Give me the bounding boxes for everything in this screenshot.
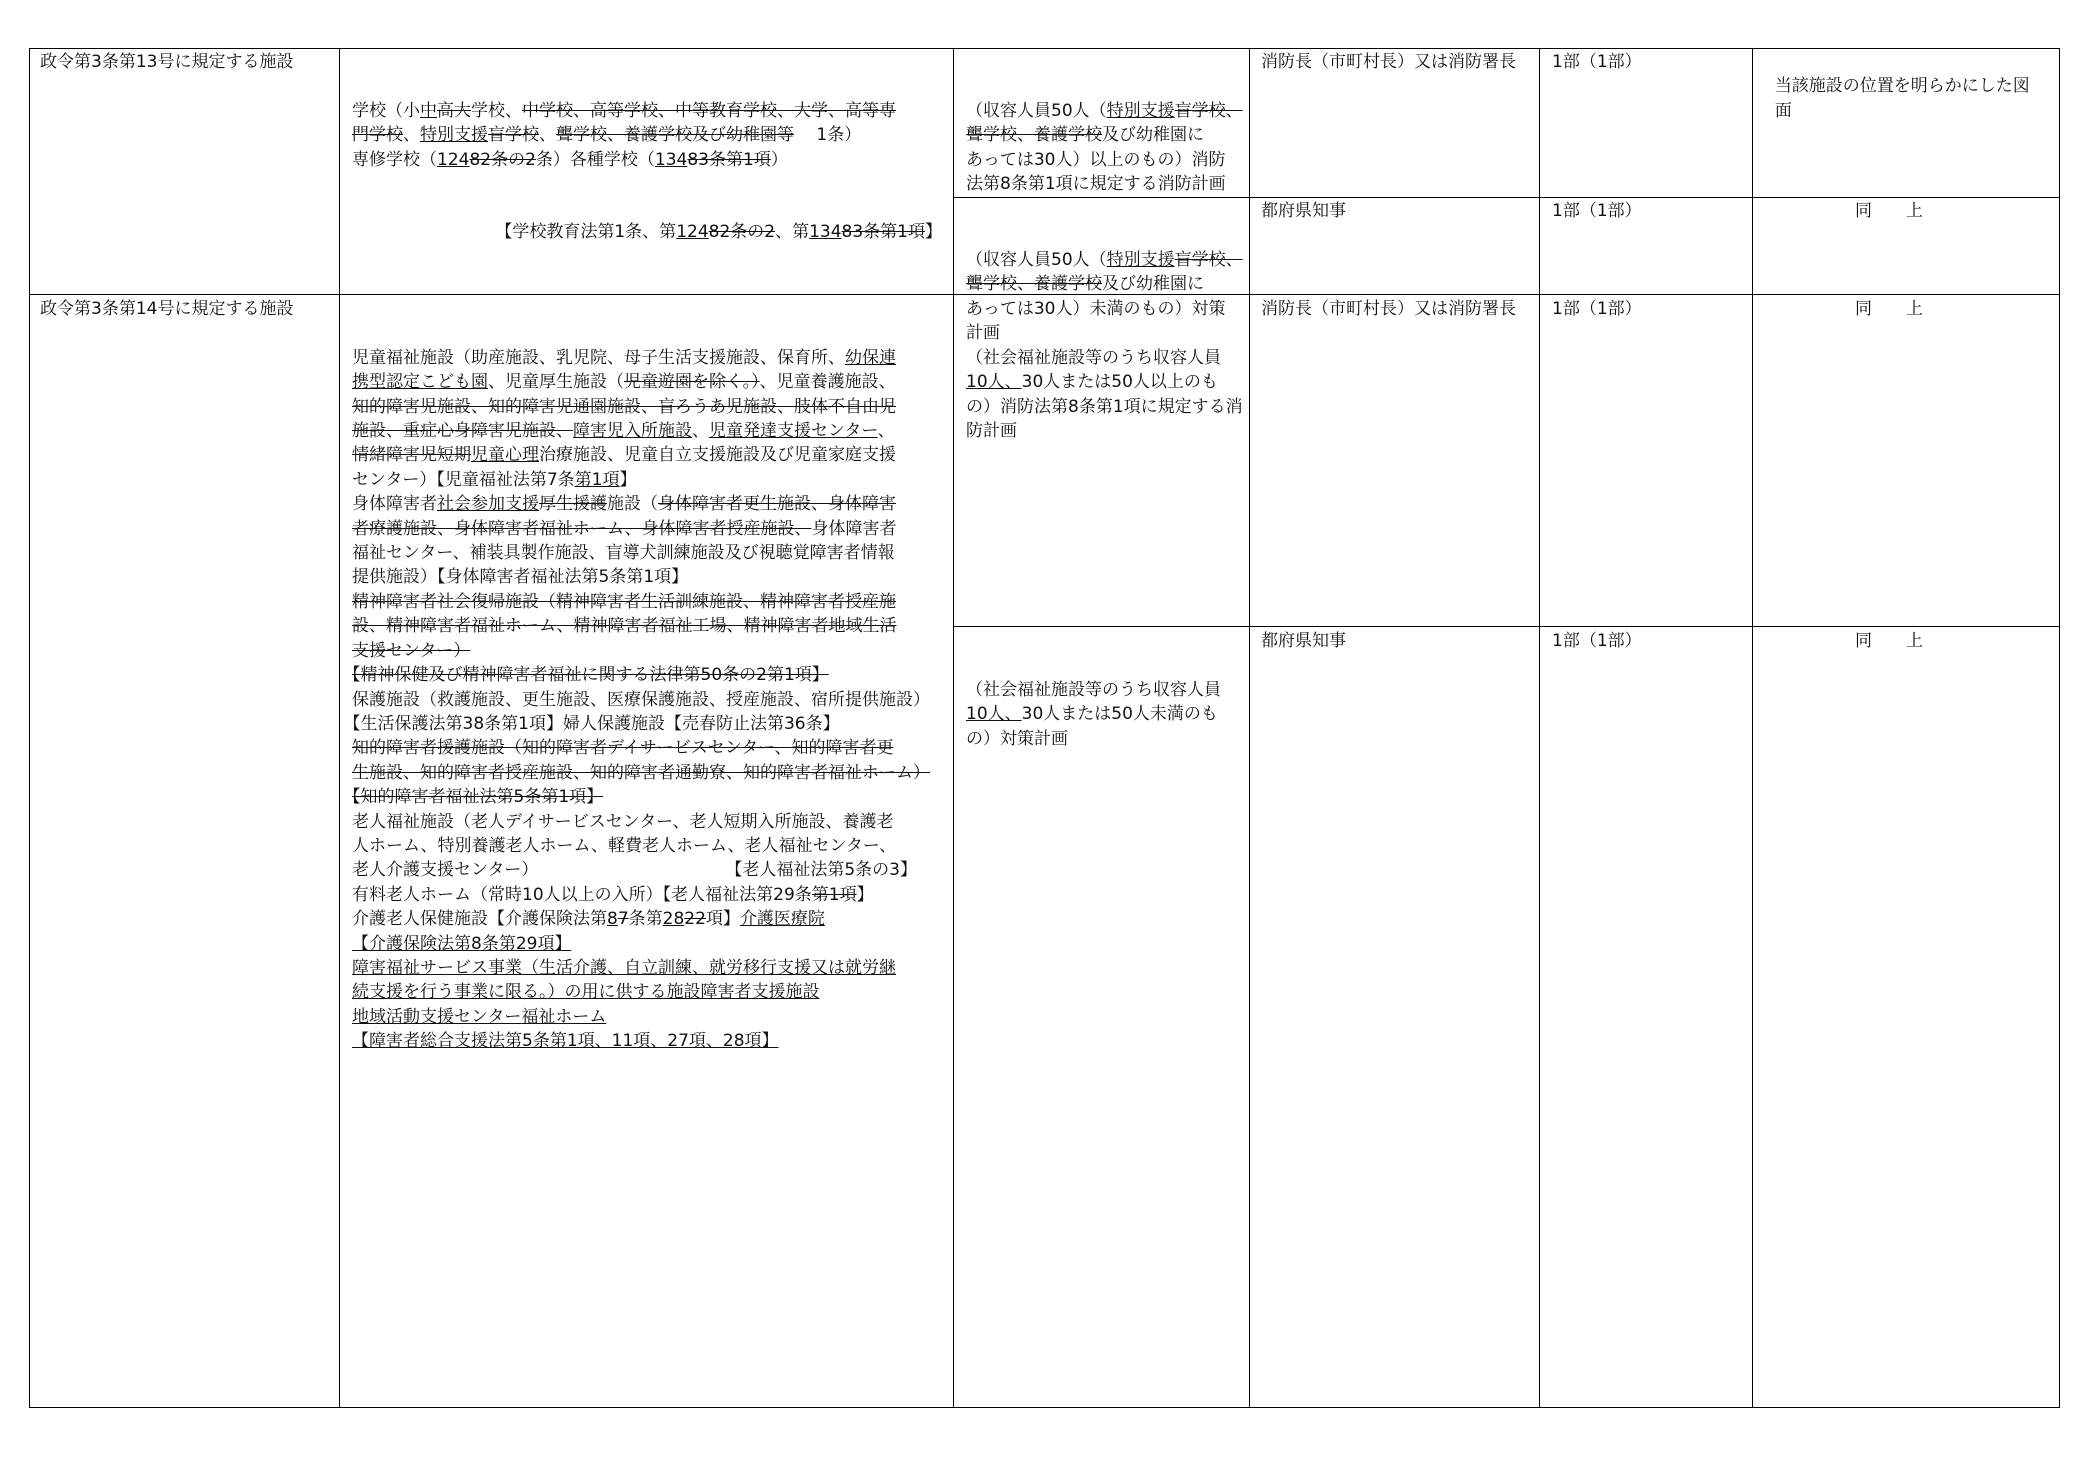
- text-run: 提供施設）: [352, 567, 437, 588]
- text-line: [352, 1007, 521, 1027]
- text-line: [1209, 174, 1226, 194]
- text-line: [352, 616, 897, 636]
- row14-attachment-b: 同 上: [1855, 631, 1923, 651]
- text-line: [966, 274, 1204, 294]
- text-run: 精神障害者社会復帰施設（精神障害者生活訓練施設、精神障害者授産施: [352, 591, 896, 612]
- text-run: 】: [925, 221, 942, 242]
- text-run: 【介護保険法第8条第29項】: [352, 933, 572, 954]
- text-run: 第1項: [811, 884, 857, 905]
- text-line: [966, 348, 1221, 368]
- row13-attachment-a-line-1: 当該施設の位置を明らかにした図: [1774, 76, 2030, 97]
- text-run: 児童遊園を除く。）: [624, 372, 760, 393]
- law-reference-line: [665, 714, 840, 734]
- text-line: [1000, 729, 1068, 749]
- text-line: [352, 470, 436, 490]
- text-line: [966, 372, 1218, 392]
- text-run: 【介護保険法第: [488, 909, 607, 930]
- text-run: 盲学校: [488, 125, 539, 146]
- text-run: 【障害者総合支援法第5条第1項、11項、27項、28項】: [352, 1031, 779, 1052]
- text-run: 83条第1項: [687, 149, 771, 170]
- text-run: 第1項: [574, 469, 620, 490]
- text-run: 中: [420, 100, 437, 121]
- text-line: [966, 397, 1000, 417]
- text-run: 30人または50人以上のも: [1021, 372, 1218, 393]
- text-line: [701, 982, 820, 1002]
- text-run: 30人または50人未満のも: [1021, 704, 1218, 725]
- text-run: 消防法第8条第1項に規定する消: [1000, 396, 1243, 417]
- row14-inner-divider: [953, 626, 2059, 627]
- text-run: 障害児入所施設: [573, 421, 692, 442]
- row14-copies-b: 1部（1部）: [1552, 631, 1642, 651]
- row14-plan-b-text: [966, 678, 1246, 751]
- text-run: 聾学校、養護学校: [966, 125, 1102, 146]
- text-run: 専修学校（: [352, 149, 437, 170]
- row14-authority-b: 都府県知事: [1261, 631, 1346, 651]
- text-line: [352, 421, 895, 441]
- text-run: 特別支援: [420, 125, 488, 146]
- law-reference-line: [663, 885, 874, 905]
- text-run: あっては30人）未満のもの）対策: [966, 298, 1226, 319]
- text-run: 人ホーム、特別養護老人ホーム、軽費老人ホーム、老人福祉センター、: [352, 835, 897, 856]
- text-line: [966, 250, 1243, 270]
- text-line: [352, 641, 470, 661]
- text-line: [352, 150, 570, 170]
- text-run: 項】: [705, 909, 740, 930]
- text-run: 82条の2: [708, 221, 776, 242]
- text-line: [352, 125, 861, 145]
- text-run: 82条の2: [469, 149, 536, 170]
- text-run: 地域活動支援センター: [352, 1006, 522, 1027]
- text-line: [521, 1007, 606, 1027]
- text-line: [352, 885, 663, 905]
- col-divider-5: [1752, 48, 1753, 1408]
- text-line: [966, 150, 1225, 170]
- text-run: 、: [539, 125, 556, 146]
- law-reference-line: [352, 665, 829, 685]
- text-run: 生施設、知的障害者授産施設、知的障害者通勤寮、知的障害者福祉ホー: [352, 762, 896, 783]
- text-run: 134: [654, 149, 688, 170]
- text-line: [352, 494, 896, 514]
- text-run: 134: [809, 221, 842, 242]
- text-line: [966, 729, 1000, 749]
- text-line: [966, 101, 1243, 121]
- text-run: 施設（: [607, 494, 658, 515]
- text-run: 有料老人ホーム（常時10人以上の入所）: [352, 884, 663, 905]
- text-run: 特別支援: [1106, 100, 1175, 121]
- law-reference-line: [436, 470, 636, 490]
- text-run: 【生活保護法第38条第1項】: [352, 713, 563, 734]
- text-line: [740, 909, 825, 929]
- table-border-top: [29, 48, 2059, 49]
- text-run: 1条）: [794, 125, 862, 146]
- text-run: 門学校: [352, 125, 403, 146]
- law-reference-line: [352, 934, 571, 954]
- text-line: [352, 543, 895, 563]
- text-run: 設、精神障害者福祉ホーム、精神障害者福祉工場、精神障害者地域生活: [352, 616, 897, 637]
- text-run: 身体障害者: [811, 518, 897, 539]
- row13-attachment-a: [1764, 50, 2056, 123]
- text-run: 支援センター）: [352, 640, 471, 661]
- text-run: （社会福祉施設等のうち収容人員: [966, 347, 1221, 368]
- text-run: 者療護施設、身体障害者福祉ホーム、身体障害者授産施設、: [352, 518, 812, 539]
- text-line: [352, 592, 896, 612]
- row14-plan-a-text: [966, 346, 1246, 444]
- text-run: （社会福祉施設等のうち収容人員: [966, 679, 1221, 700]
- text-run: 盲学校、: [1174, 100, 1243, 121]
- text-run: 、第: [775, 221, 810, 242]
- text-run: 婦人保護施設: [562, 713, 665, 734]
- row13-copies-a: 1部（1部）: [1552, 52, 1642, 72]
- text-run: あっては30人）以上のもの）消防: [966, 149, 1226, 170]
- row14-facilities-text: [352, 346, 942, 1054]
- table-border-left: [29, 48, 30, 1408]
- text-run: 障害福祉サービス事業（生活介護、自立訓練、就労移行支援又は就労継: [352, 957, 896, 978]
- text-run: 10人、: [966, 372, 1022, 393]
- text-run: 、: [403, 125, 420, 146]
- text-run: 124: [437, 149, 470, 170]
- text-run: 、: [877, 421, 895, 442]
- text-run: ム）: [896, 762, 930, 783]
- text-run: 83条第1項: [841, 221, 925, 242]
- row13-facilities-text: [352, 99, 948, 172]
- text-run: 福祉センター、補装具製作施設、盲導犬訓練施設及び視聴覚障害者情報: [352, 543, 895, 564]
- text-run: 条）: [535, 149, 570, 170]
- text-run: 治療施設、児童自立支援施設及び児童家庭支援: [539, 445, 896, 466]
- text-run: 続支援を行う事業に限る。）の用に供する施設: [352, 982, 701, 1003]
- row13-attachment-a-line-2: 面: [1774, 100, 1792, 121]
- text-run: 【精神保健及び精神障害者福祉に関する法律第50条の2第1項】: [352, 665, 829, 686]
- text-run: 中学校、高等学校、中等教育学校、大学、高等専: [522, 100, 896, 121]
- text-run: 及び幼稚園に: [1102, 274, 1204, 295]
- text-line: [352, 958, 896, 978]
- text-run: 保護施設（救護施設、更生施設、医療保護施設、授産施設、宿所提供施: [352, 689, 896, 710]
- law-reference-line: [352, 1031, 779, 1051]
- text-run: 高大: [437, 100, 471, 121]
- text-run: 特別支援: [1106, 249, 1175, 270]
- text-run: 学校、: [471, 100, 522, 121]
- text-line: [966, 174, 1209, 194]
- text-line: [352, 519, 897, 539]
- col-divider-2: [953, 48, 954, 1408]
- row13-authority-b: 都府県知事: [1261, 201, 1346, 221]
- text-run: 老人介護支援センター） 【老人福祉法第5条の3】: [352, 860, 917, 881]
- text-run: センター）: [352, 469, 437, 490]
- text-run: 聾学校、養護学校: [966, 274, 1102, 295]
- text-run: 設）: [896, 689, 930, 710]
- text-run: 知的障害児施設、知的障害児通園施設、盲ろうあ児施設、肢体不自由児: [352, 396, 896, 417]
- text-run: 社会参加支援: [437, 494, 539, 515]
- text-line: [352, 445, 896, 465]
- text-run: 聾学校、養護学校及び幼稚園等: [556, 125, 794, 146]
- text-run: 厚生援護: [539, 494, 607, 515]
- text-line: [1000, 397, 1243, 417]
- text-run: 、児童養護施設、: [759, 372, 896, 393]
- text-run: 各種学校（: [569, 149, 655, 170]
- text-run: 児童福祉施設（助産施設、乳児院、母子生活支援施設、保育所、: [352, 347, 845, 368]
- text-run: の）: [966, 396, 1000, 417]
- text-line: [563, 714, 665, 734]
- text-line: [966, 680, 1221, 700]
- text-run: 】: [856, 884, 874, 905]
- text-run: 施設、重症心身障害児施設、: [352, 421, 573, 442]
- text-line: [966, 421, 1017, 441]
- text-line: [352, 348, 896, 368]
- law-reference-line: [437, 567, 688, 587]
- row13-law-reference: [352, 171, 942, 269]
- text-run: 【身体障害者福祉法第5条第1項】: [437, 567, 689, 588]
- row14-plan-a: [966, 297, 1246, 468]
- row14-authority-a: 消防長（市町村長）又は消防署長: [1261, 299, 1516, 319]
- text-run: 介護老人保健施設: [352, 909, 488, 930]
- law-reference-line: [352, 714, 563, 734]
- row13-attachment-b: 同 上: [1855, 201, 1923, 221]
- text-line: [352, 836, 896, 856]
- text-run: 条第: [628, 909, 663, 930]
- text-line: [896, 763, 930, 783]
- table-border-right: [2059, 48, 2060, 1408]
- text-line: [352, 909, 488, 929]
- text-run: 【売春防止法第36条】: [664, 713, 840, 734]
- text-line: [352, 738, 893, 758]
- text-run: 及び幼稚園に: [1102, 125, 1204, 146]
- text-run: 防計画: [966, 421, 1017, 442]
- text-run: 22: [684, 909, 706, 930]
- text-run: 、: [692, 421, 709, 442]
- text-run: 28: [662, 909, 685, 930]
- text-run: 】: [619, 469, 637, 490]
- text-run: 【学校教育法第1条、第: [495, 221, 677, 242]
- text-run: 福祉ホーム: [521, 1006, 607, 1027]
- text-run: 幼保連: [845, 347, 896, 368]
- text-line: [352, 372, 896, 392]
- text-run: 学校（小: [352, 100, 420, 121]
- text-line: [352, 101, 896, 121]
- col-divider-3: [1249, 48, 1250, 1408]
- text-run: 知的障害者援護施設（知的障害者デイサービスセンター、知的障害者更: [352, 738, 894, 759]
- row14-plan-b: [966, 629, 1246, 775]
- row13-category: 政令第3条第13号に規定する施設: [40, 52, 294, 72]
- text-run: 10人、: [966, 704, 1022, 725]
- text-run: 、児童厚生施設（: [488, 372, 624, 393]
- text-line: [352, 812, 893, 832]
- text-run: （収容人員50人（: [966, 100, 1107, 121]
- text-run: 画: [1208, 174, 1226, 195]
- text-line: [352, 690, 896, 710]
- text-line: [352, 763, 896, 783]
- text-run: 介護医療院: [739, 909, 825, 930]
- text-line: [352, 860, 917, 880]
- row13-plan-a-text: [966, 99, 1246, 197]
- text-line: [896, 690, 930, 710]
- text-run: （収容人員50人（: [966, 249, 1107, 270]
- text-run: 8: [607, 909, 618, 930]
- text-run: 対策計画: [1000, 728, 1068, 749]
- text-line: [352, 567, 437, 587]
- text-run: 児童発達支援センター: [709, 421, 878, 442]
- col-divider-4: [1539, 48, 1540, 1408]
- col-divider-1: [339, 48, 340, 1408]
- law-reference-line: [488, 909, 740, 929]
- row14-facilities: [352, 297, 942, 1078]
- row14-category: 政令第3条第14号に規定する施設: [40, 299, 294, 319]
- text-run: ）: [770, 149, 788, 170]
- row14-copies-a: 1部（1部）: [1552, 299, 1642, 319]
- text-run: 124: [676, 221, 709, 242]
- text-run: 【老人福祉法第29条: [662, 884, 812, 905]
- row13-copies-b: 1部（1部）: [1552, 201, 1642, 221]
- text-run: 【児童福祉法第7条: [436, 469, 575, 490]
- row13-law-reference-line: [352, 220, 942, 244]
- law-reference-line: [352, 787, 603, 807]
- text-line: [352, 982, 701, 1002]
- text-run: 障害者支援施設: [700, 982, 820, 1003]
- text-run: 法第8条第1項に規定する消防計: [966, 174, 1209, 195]
- text-line: [966, 704, 1218, 724]
- text-run: の）: [966, 728, 1000, 749]
- text-line: [966, 125, 1204, 145]
- text-run: 身体障害者: [352, 494, 437, 515]
- text-run: 計画: [966, 323, 1000, 344]
- text-run: 携型認定こども園: [352, 372, 488, 393]
- text-line: [352, 397, 896, 417]
- text-run: 情緒障害児短期: [352, 445, 471, 466]
- text-run: 盲学校、: [1174, 249, 1243, 270]
- text-run: 児童心理: [471, 445, 539, 466]
- row13-authority-a: 消防長（市町村長）又は消防署長: [1261, 52, 1516, 72]
- text-run: 7: [617, 909, 629, 930]
- text-run: 【知的障害者福祉法第5条第1項】: [352, 787, 604, 808]
- text-run: 身体障害者更生施設、身体障害: [658, 494, 896, 515]
- table-border-bottom: [29, 1407, 2059, 1408]
- row13-plan-a: [966, 50, 1246, 221]
- text-run: 老人福祉施設（老人デイサービスセンター、老人短期入所施設、養護老: [352, 811, 894, 832]
- text-line: [570, 150, 788, 170]
- row14-attachment-a: 同 上: [1855, 299, 1923, 319]
